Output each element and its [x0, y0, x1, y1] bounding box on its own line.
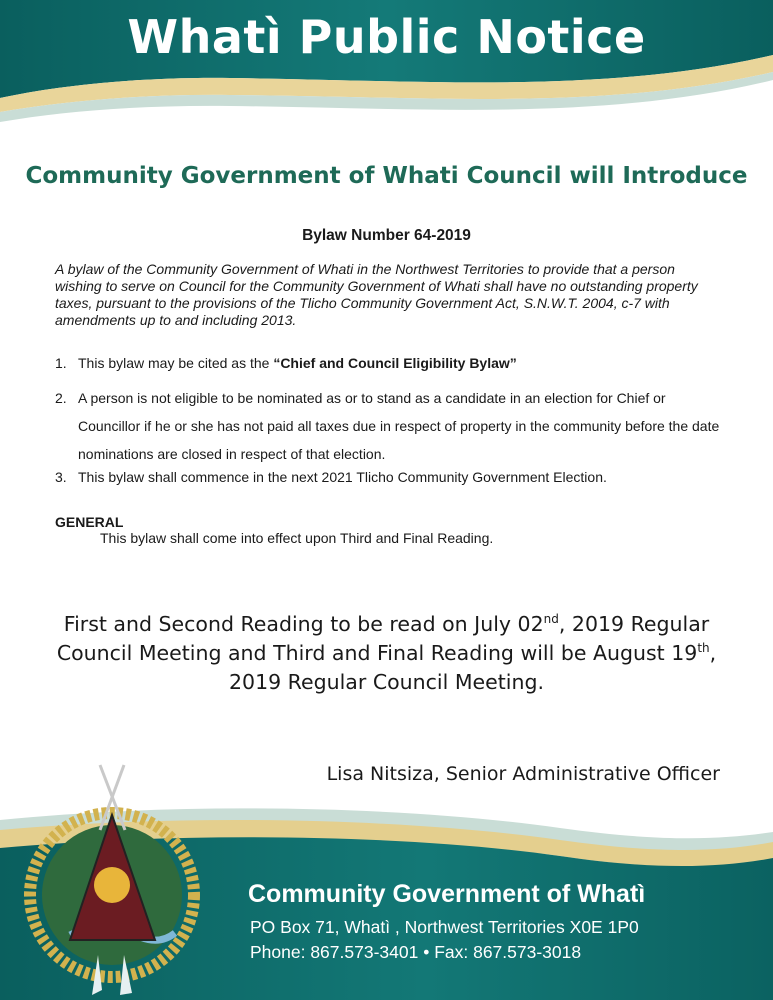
reading-suffix-1: nd [543, 612, 559, 627]
reading-text-1: First and Second Reading to be read on July 02 [63, 612, 544, 636]
bylaw-number: Bylaw Number 64-2019 [302, 227, 471, 244]
list-item [55, 352, 725, 374]
item-number: 2. [55, 390, 67, 406]
page-title: Whatì Public Notice [127, 10, 646, 64]
footer-org-name: Community Government of Whatì [248, 880, 646, 908]
tlicho-emblem-icon [0, 755, 230, 1000]
signature-line: Lisa Nitsiza, Senior Administrative Officer [326, 763, 720, 785]
footer-contact: Phone: 867.573-3401 • Fax: 867.573-3018 [250, 942, 582, 962]
list-item [55, 384, 725, 468]
general-heading: GENERAL [55, 514, 124, 530]
bylaw-title: “Chief and Council Eligibility Bylaw” [273, 355, 517, 371]
item-text: This bylaw shall commence in the next 2021 Tlicho Community Government Election. [78, 469, 607, 485]
list-item [55, 466, 725, 488]
reading-text-2: , 2019 Regular Council Meeting and Third and Final Reading will be August 19 [56, 612, 710, 665]
notice-subtitle: Community Government of Whati Council will Introduce [25, 163, 748, 189]
reading-text-3: , 2019 Regular Council Meeting. [228, 641, 717, 694]
item-number: 3. [55, 469, 67, 485]
general-text: This bylaw shall come into effect upon Third and Final Reading. [100, 530, 494, 546]
reading-suffix-2: th [697, 641, 710, 656]
item-text: This bylaw may be cited as the [78, 355, 274, 371]
header-banner [0, 0, 773, 150]
footer-address: PO Box 71, Whatì , Northwest Territories X0E 1P0 [250, 917, 639, 937]
reading-dates [40, 610, 733, 697]
bylaw-intro: A bylaw of the Community Government of Whati in the Northwest Territories to provide that a person wishing to serve on Council for the Community Government of Whati shall have no outstanding property taxes, pursuant to the provisions of the Tlicho Community Government Act, S.N.W.T. 2004, c-7 with amendments up to and including 2013. [55, 261, 698, 328]
item-text: A person is not eligible to be nominated as or to stand as a candidate in an election for Chief or Councillor if he or she has not paid all taxes due in respect of property in the community before the date nominations are closed in respect of that election. [78, 390, 720, 462]
item-number: 1. [55, 355, 67, 371]
bylaw-provisions-list [55, 352, 725, 498]
